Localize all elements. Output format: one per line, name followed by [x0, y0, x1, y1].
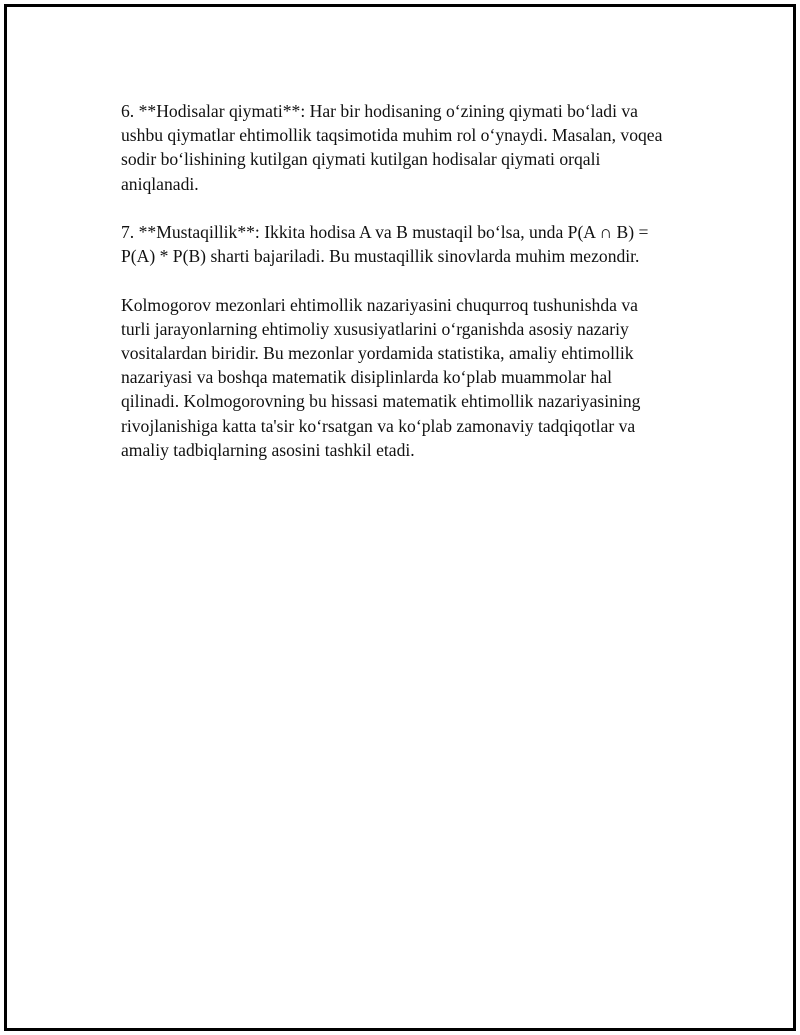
page-frame — [4, 4, 796, 1031]
text-line: amaliy tadbiqlarning asosini tashkil etadi. — [121, 439, 415, 460]
text-line: aniqlanadi. — [121, 173, 199, 194]
text-line: P(A) * P(B) sharti bajariladi. Bu mustaqillik sinovlarda muhim mezondir. — [121, 246, 640, 267]
paragraph-hodisalar-qiymati — [121, 99, 701, 196]
paragraph-kolmogorov-summary — [121, 293, 701, 462]
text-line: rivojlanishiga katta ta'sir ko‘rsatgan va ko‘plab zamonaviy tadqiqotlar va — [121, 415, 636, 436]
text-line: turli jarayonlarning ehtimoliy xususiyatlarini o‘rganishda asosiy nazariy — [121, 318, 629, 339]
text-line: ushbu qiymatlar ehtimollik taqsimotida muhim rol o‘ynaydi. Masalan, voqea — [121, 125, 663, 146]
text-line: vositalardan biridir. Bu mezonlar yordamida statistika, amaliy ehtimollik — [121, 343, 634, 363]
paragraph-mustaqillik — [121, 220, 701, 268]
text-line: 7. **Mustaqillik**: Ikkita hodisa A va B mustaqil bo‘lsa, unda P(A ∩ B) = — [121, 222, 649, 242]
text-line: qilinadi. Kolmogorovning bu hissasi matematik ehtimollik nazariyasining — [121, 391, 641, 412]
text-line: nazariyasi va boshqa matematik disiplinlarda ko‘plab muammolar hal — [121, 367, 613, 388]
text-line: 6. **Hodisalar qiymati**: Har bir hodisaning o‘zining qiymati bo‘ladi va — [121, 101, 638, 121]
document-body — [121, 99, 701, 486]
text-line: Kolmogorov mezonlari ehtimollik nazariyasini chuqurroq tushunishda va — [121, 294, 638, 315]
text-line: sodir bo‘lishining kutilgan qiymati kutilgan hodisalar qiymati orqali — [121, 149, 601, 170]
